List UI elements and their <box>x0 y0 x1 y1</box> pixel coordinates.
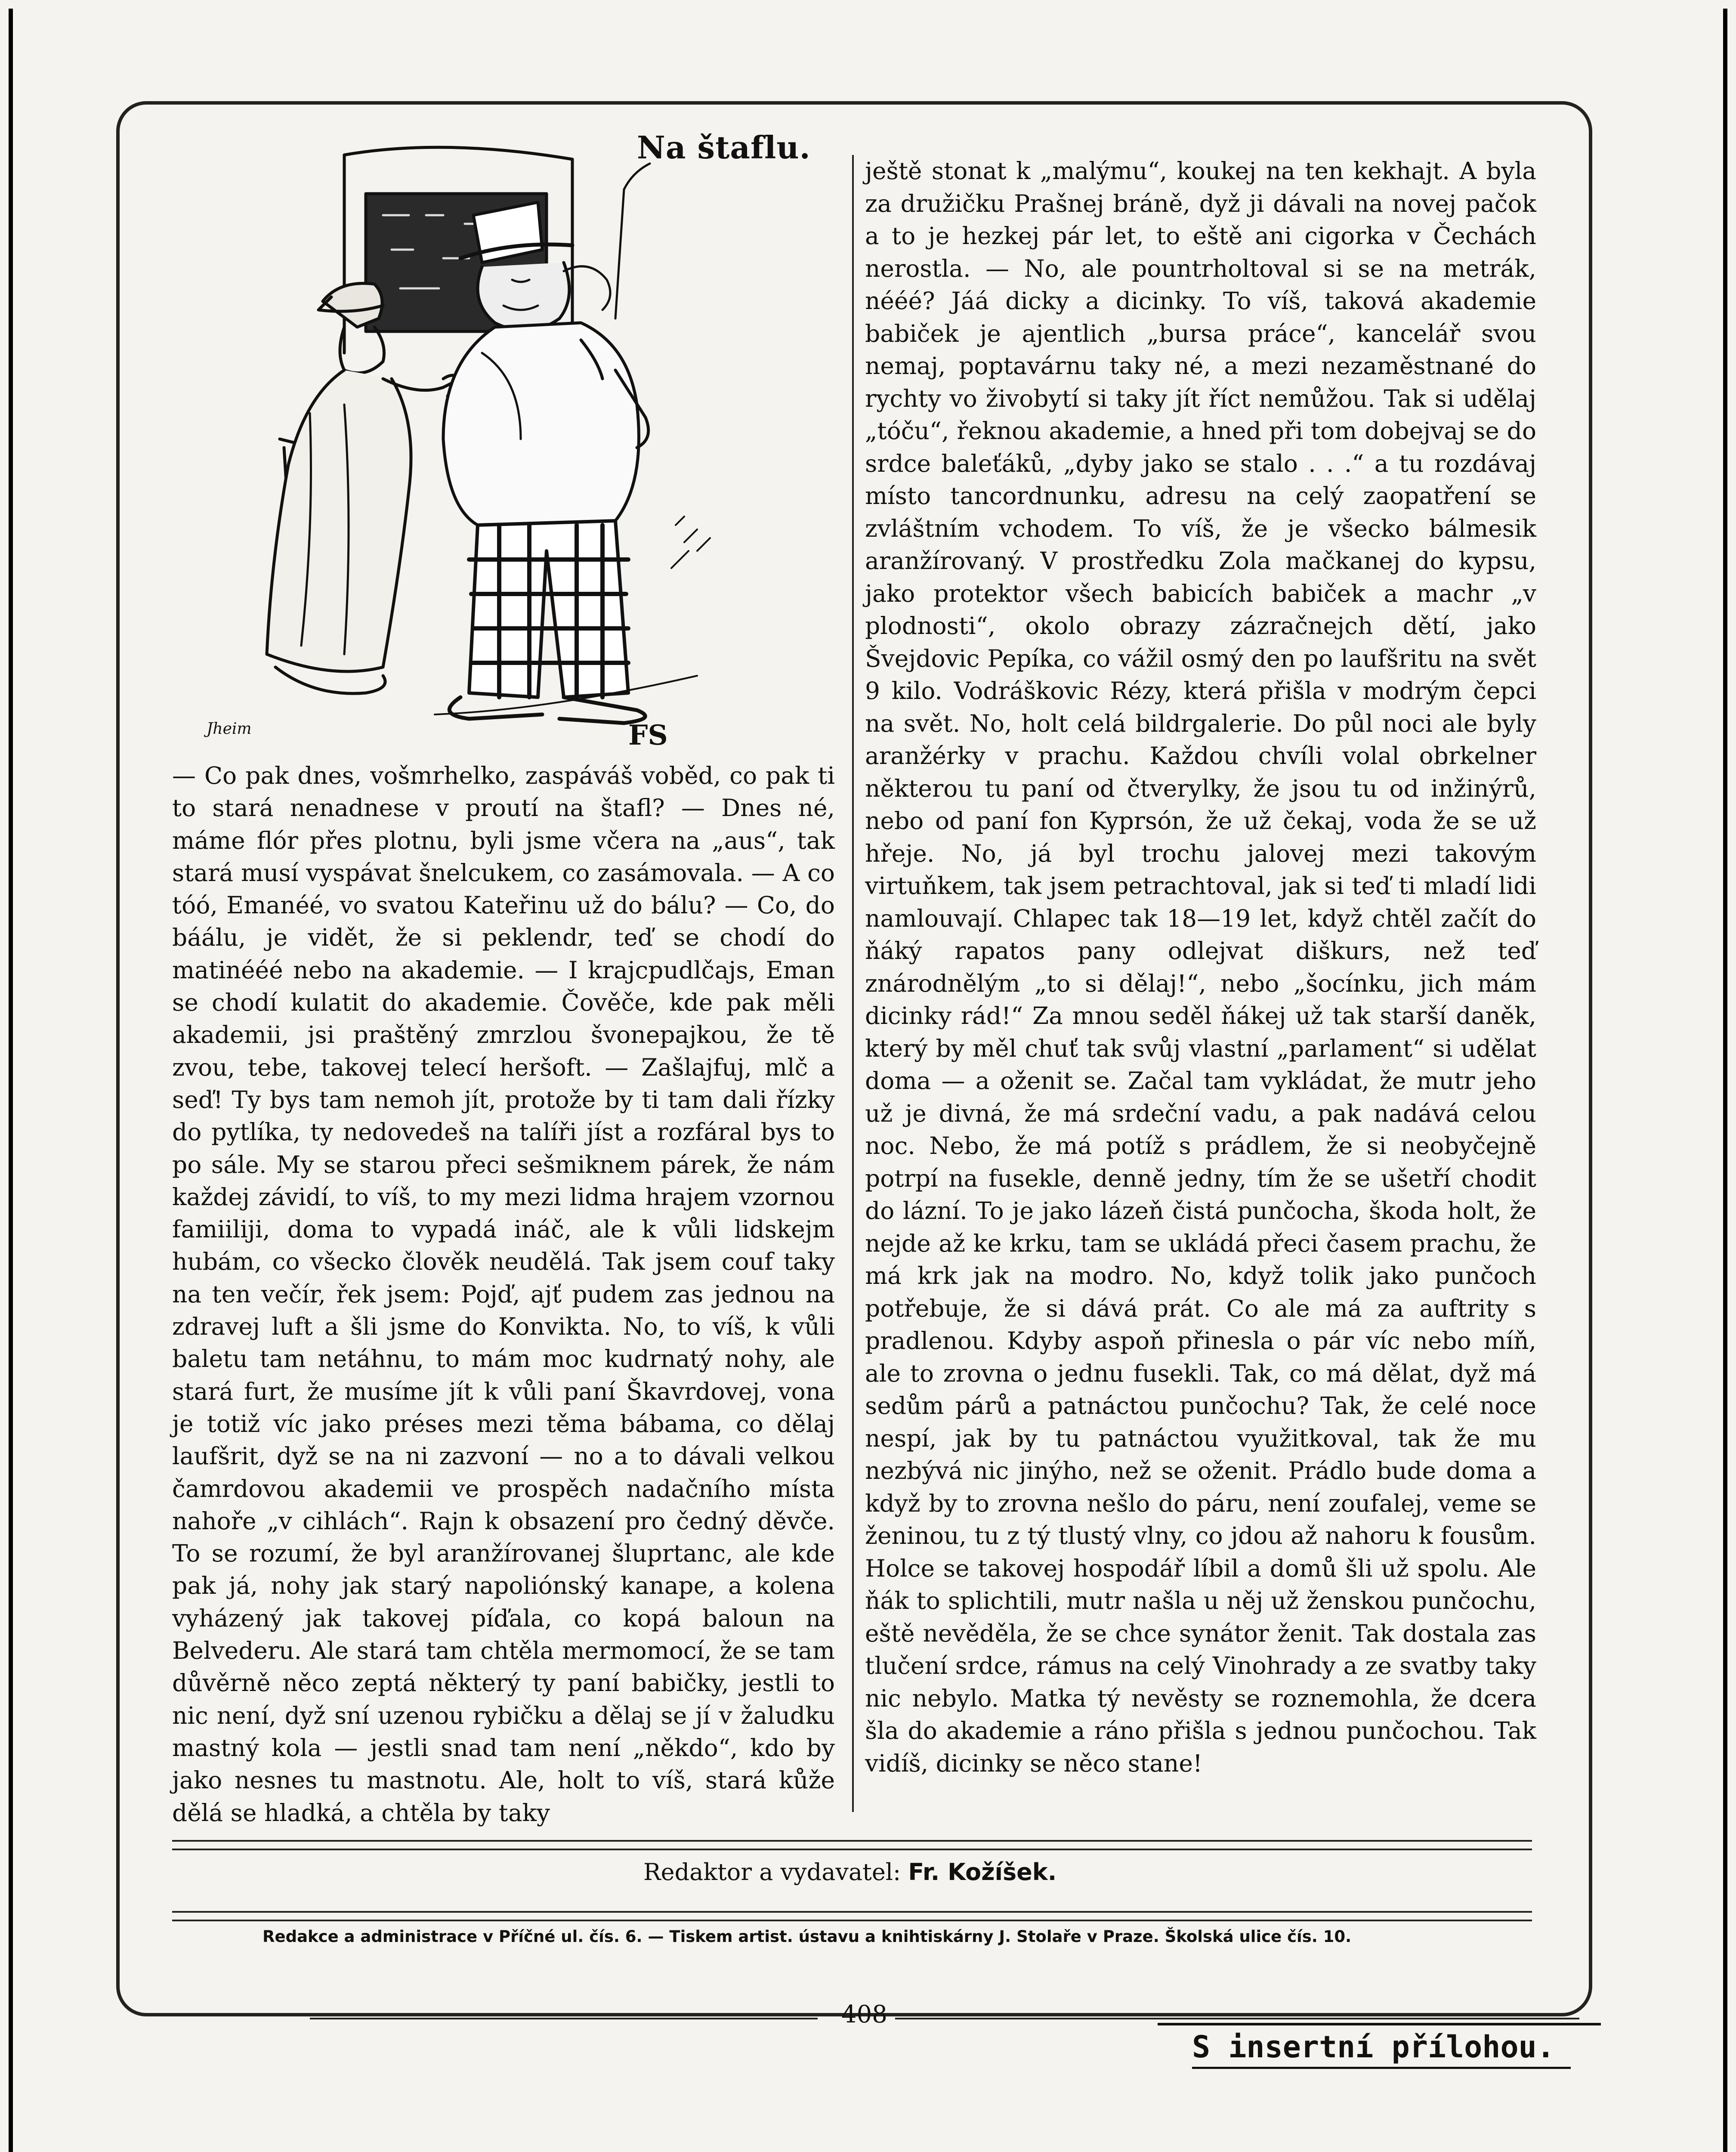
article-title: Na štaflu. <box>637 129 811 166</box>
supplement-underline <box>1192 2067 1571 2069</box>
editor-line <box>643 1858 1056 1886</box>
publisher-address: Redakce a administrace v Příčné ul. čís. 6. — Tiskem artist. ústavu a knihtiskárny J. Stolaře v Praze. Školská ulice čís. 10. <box>263 1927 1352 1946</box>
cartoon-illustration <box>202 138 796 749</box>
artist-monogram: FS <box>628 719 668 749</box>
article-text-left-column: — Co pak dnes, vošmrhelko, zaspáváš voběd, co pak ti to stará nenadnese v proutí na štafl? — Dnes né, máme flór přes plotnu, byli jsme včera na „aus“, tak stará musí vyspávat šnelcukem, co zasámovala. — A co tóó, Emanéé, vo svatou Kateřinu už do bálu? — Co, do báálu, je vidět, že si peklendr, teď se chodí do matinééé nebo na akademie. — I krajcpudlčajs, Eman se chodí kulatit do akademie. Čověče, kde pak měli akademii, jsi praštěný zmrzlou švonepajkou, že tě zvou, tebe, takovej telecí heršoft. — Zašlajfuj, mlč a seď! Ty bys tam nemoh jít, protože by ti tam dali řízky do pytlíka, ty nedovedeš na talíři jíst a rozfáral bys to po sále. My se starou přeci sešmiknem párek, že nám každej závidí, to víš, to my mezi lidma hrajem vzornou famiiliji, doma to vypadá ináč, ale k vůli lidskejm hubám, co všecko člověk neudělá. Tak jsem couf taky na ten večír, řek jsem: Pojď, ajť pudem zas jednou na zdravej luft a šli jsme do Konvikta. No, to víš, k vůli baletu tam netáhnu, to mám moc kudrnatý nohy, ale stará furt, že musíme jít k vůli paní Škavrdovej, vona je totiž víc jako préses mezi těma bábama, co dělaj laufšrit, dyž se na ni zazvoní — no a to dávali velkou čamrdovou akademii ve prospěch nadačního místa nahoře „v cihlách“. Rajn k obsazení pro čedný děvče. To se rozumí, že byl aranžírovanej šluprtanc, ale kde pak já, nohy jak starý napoliónský kanape, a kolena vyházený jak takovej píďala, co kopá baloun na Belvederu. Ale stará tam chtěla mermomocí, že se tam důvěrně něco zeptá některý ty paní babičky, jestli to nic není, dyž sní uzenou rybičku a dělaj se jí v žaludku mastný kola — jestli snad tam není „někdo“, kdo by jako nesnes tu mastnotu. Ale, holt to víš, stará kůže dělá se hladká, a chtěla by taky <box>172 762 835 1827</box>
page-number-rule <box>310 2018 818 2019</box>
footer-rule <box>172 1911 1532 1913</box>
article-text-right-column: ještě stonat k „malýmu“, koukej na ten kekhajt. A byla za družičku Prašnej bráně, dyž ji dávali na novej pačok a to je hezkej pár let, to eště ani cigorka v Čechách nerostla. — No, ale pountrholtoval si se na metrák, nééé? Jáá dicky a dicinky. To víš, taková akademie babiček je ajentlich „bursa práce“, kancelář svou nemaj, poptavárnu taky né, a mezi nezaměstnané do rychty vo živobytí si taky jít říct nemůžou. Tak si udělaj „tóču“, řeknou akademie, a hned při tom dobejvaj se do srdce baleťáků, „dyby jako se stalo . . .“ a tu rozdávaj místo tancordnunku, adresu na celý zaopatření se zvláštním vchodem. To víš, že je všecko bálmesik aranžírovaný. V prostředku Zola mačkanej do kypsu, jako protektor všech babicích babiček a machr „v plodnosti“, okolo obrazy zázračnejch dětí, jako Švejdovic Pepíka, co vážil osmý den po laufšritu na svět 9 kilo. Vodráškovic Rézy, která přišla v modrým čepci na svět. No, holt celá bildrgalerie. Do půl noci ale byly aranžérky v prachu. Každou chvíli volal obrkelner některou tu paní od čtverylky, že jsou tu od inžinýrů, nebo od paní fon Kyprsón, že už čekaj, voda že se už hřeje. No, já byl trochu jalovej mezi takovým virtuňkem, tak jsem petrachtoval, jak si teď ti mladí lidi namlouvají. Chlapec tak 18—19 let, když chtěl začít do ňáký rapatos pany odlejvat diškurs, než teď znárodnělým „to si dělaj!“, nebo „šocínku, jich mám dicinky rád!“ Za mnou seděl ňákej už tak starší daněk, který by měl chuť tak svůj vlastní „parlament“ si udělat doma — a oženit se. Začal tam vykládat, že mutr jeho už je divná, že má srdeční vadu, a pak nadává celou noc. Nebo, že má potíž s prádlem, že si neobyčejně potrpí na fusekle, denně jedny, tím že se ušetří chodit do lázní. To je jako lázeň čistá punčocha, škoda holt, že nejde až ke krku, tam se ukládá přeci časem prachu, že má krk jak na modro. No, když tolik jako punčoch potřebuje, že si dává prát. Co ale má za auftrity s pradlenou. Kdyby aspoň přinesla o pár víc nebo míň, ale to zrovna o jednu fusekli. Tak, co má dělat, dyž má sedům párů a patnáctou punčochu? Tak, že celé noce nespí, jak by tu patnáctou využitkoval, tak že mu nezbývá nic jinýho, než se oženit. Prádlo bude doma a když by to zrovna nešlo do páru, není zoufalej, veme se ženinou, tu z tý tlustý vlny, co jdou až nahoru k fousům. Holce se takovej hospodář líbil a domů šli už spolu. Ale ňák to splichtili, mutr našla u něj už ženskou punčochu, eště nevěděla, že se chce synátor ženit. Tak dostala zas tlučení srdce, rámus na celý Vinohrady a ze svatby taky nic nebylo. Matka tý nevěsty se roznemohla, že dcera šla do akademie a ráno přišla s jednou punčochou. Tak vidíš, dicinky se něco stane! <box>865 157 1536 1777</box>
supplement-note: S insertní přílohou. <box>1192 2029 1555 2065</box>
supplement-rule <box>1158 2023 1601 2025</box>
footer-rule <box>172 1920 1532 1921</box>
footer-rule <box>172 1849 1532 1850</box>
illustration-signature: Jheim <box>207 720 252 738</box>
editor-name: Fr. Kožíšek. <box>908 1858 1057 1886</box>
footer-rule <box>172 1840 1532 1842</box>
page-number-rule <box>895 2018 1579 2019</box>
page-number: 408 <box>841 2000 887 2028</box>
column-divider <box>852 155 854 1812</box>
editor-label: Redaktor a vydavatel: <box>643 1858 901 1886</box>
